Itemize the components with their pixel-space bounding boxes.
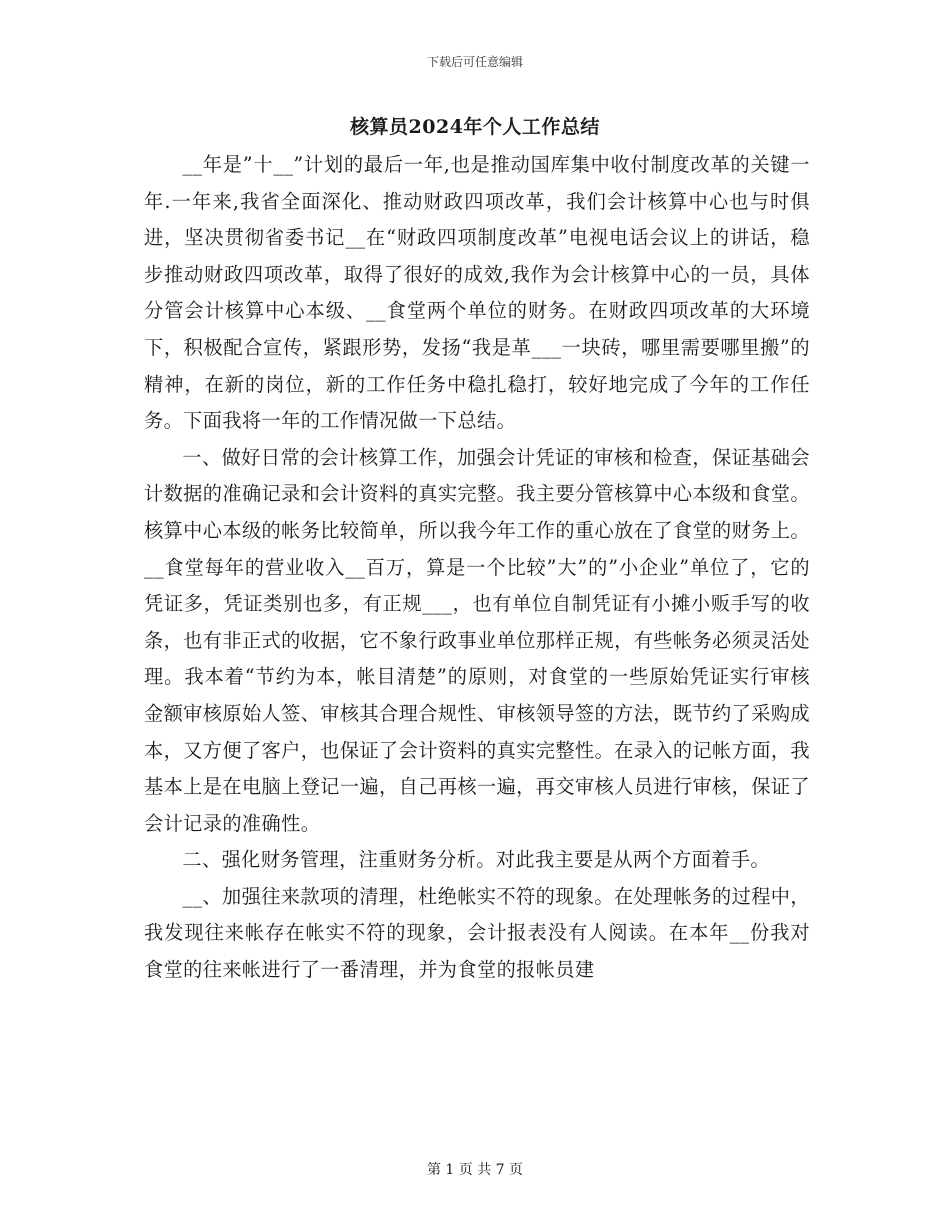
paragraph-section-two-item-one: __、加强往来款项的清理，杜绝帐实不符的现象。在处理帐务的过程中，我发现往来帐存在帐实不符的现象，会计报表没有人阅读。在本年__份我对食堂的往来帐进行了一番清理，并为食堂的报帐员建	[144, 884, 810, 982]
document-title: 核算员2024年个人工作总结	[350, 116, 600, 138]
paragraph-intro: __年是”十__”计划的最后一年,也是推动国库集中收付制度改革的关键一年.一年来,我省全面深化、推动财政四项改革，我们会计核算中心也与时俱进，坚决贯彻省委书记__在“财政四项制度改革”电视电话会议上的讲话，稳步推动财政四项改革，取得了很好的成效,我作为会计核算中心的一员，具体分管会计核算中心本级、__食堂两个单位的财务。在财政四项改革的大环境下，积极配合宣传，紧跟形势，发扬“我是革___一块砖，哪里需要哪里搬”的精神，在新的岗位，新的工作任务中稳扎稳打，较好地完成了今年的工作任务。下面我将一年的工作情况做一下总结。	[144, 153, 810, 433]
paragraph-section-two: 二、强化财务管理，注重财务分析。对此我主要是从两个方面着手。	[182, 848, 771, 872]
document-body	[144, 147, 810, 989]
page-number-indicator: 第 1 页 共 7 页	[426, 1162, 524, 1178]
page-header-note: 下载后可任意编辑	[426, 55, 523, 69]
paragraph-section-one: 一、做好日常的会计核算工作，加强会计凭证的审核和检查，保证基础会计数据的准确记录和会计资料的真实完整。我主要分管核算中心本级和食堂。核算中心本级的帐务比较简单，所以我今年工作的重心放在了食堂的财务上。__食堂每年的营业收入__百万，算是一个比较”大”的”小企业”单位了，它的凭证多，凭证类别也多，有正规___，也有单位自制凭证有小摊小贩手写的收条，也有非正式的收据，它不象行政事业单位那样正规，有些帐务必须灵活处理。我本着“节约为本，帐目清楚”的原则，对食堂的一些原始凭证实行审核金额审核原始人签、审核其合理合规性、审核领导签的方法，既节约了采购成本，又方便了客户，也保证了会计资料的真实完整性。在录入的记帐方面，我基本上是在电脑上登记一遍，自己再核一遍，再交审核人员进行审核，保证了会计记录的准确性。	[144, 445, 810, 835]
